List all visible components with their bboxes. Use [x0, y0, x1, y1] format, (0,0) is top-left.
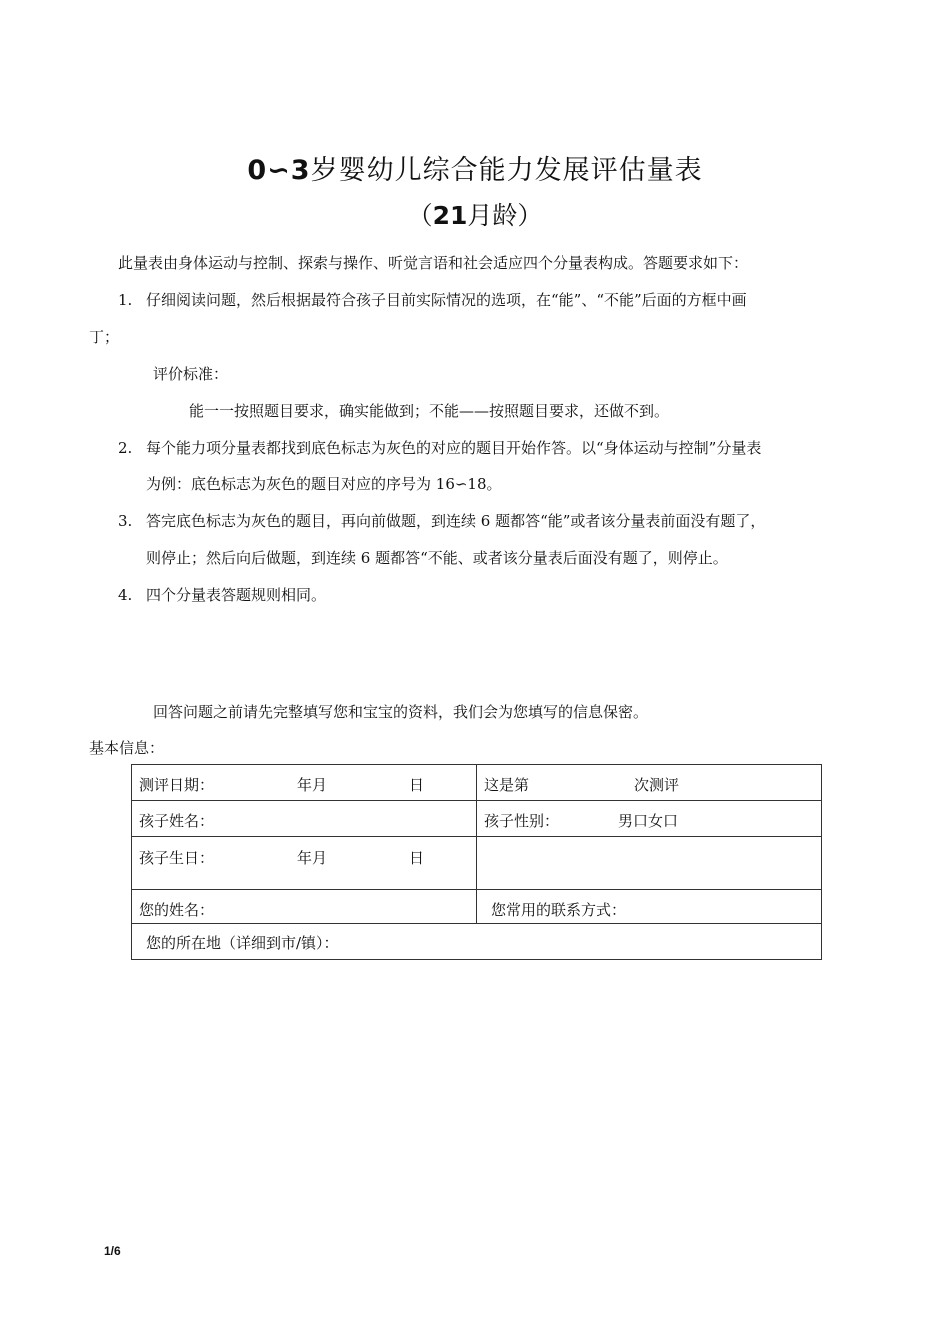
criteria-label: 评价标准：	[153, 365, 229, 383]
instruction-3	[118, 511, 765, 531]
subtitle-month-number: 21	[432, 201, 468, 230]
empty-cell	[477, 837, 822, 890]
instruction-text: 仔细阅读问题，然后根据最符合孩子目前实际情况的选项，在“能”、“不能”后面的方框中画	[146, 291, 747, 309]
instruction-2	[118, 438, 761, 458]
child-gender-cell[interactable]	[477, 801, 822, 837]
page-number: 1/6	[104, 1244, 121, 1258]
page-title	[0, 148, 950, 187]
child-birthday-label: 孩子生日：	[139, 849, 215, 867]
child-gender-label: 孩子性别：	[484, 812, 560, 830]
child-name-label: 孩子姓名：	[139, 812, 215, 830]
instruction-text: 每个能力项分量表都找到底色标志为灰色的对应的题目开始作答。以“身体运动与控制”分量表	[146, 439, 762, 457]
criteria-text: 能一一按照题目要求，确实能做到；不能——按照题目要求，还做不到。	[189, 402, 670, 420]
child-name-cell[interactable]	[132, 801, 477, 837]
eval-date-cell[interactable]	[132, 765, 477, 801]
instruction-1	[118, 290, 747, 310]
instruction-number: 2.	[118, 439, 133, 457]
subtitle-open-paren: （	[407, 201, 433, 230]
contact-label: 您常用的联系方式：	[491, 901, 627, 919]
instruction-2-continued: 为例：底色标志为灰色的题目对应的序号为 16∽18。	[146, 475, 502, 493]
basic-info-table	[131, 764, 822, 960]
eval-count-suffix: 次测评	[634, 776, 680, 794]
instruction-number: 3.	[118, 512, 133, 530]
birth-year-month: 年月	[297, 849, 328, 867]
page-subtitle	[0, 196, 950, 232]
title-age-range: 0∽3	[247, 155, 311, 186]
location-cell[interactable]	[132, 924, 822, 960]
intro-paragraph: 此量表由身体运动与控制、探索与操作、听觉言语和社会适应四个分量表构成。答题要求如下：	[118, 254, 749, 272]
title-text: 岁婴幼儿综合能力发展评估量表	[310, 155, 703, 186]
gender-options[interactable]: 男口女口	[618, 812, 679, 830]
instruction-number: 1.	[118, 291, 133, 309]
instruction-1-continued: 丁；	[89, 328, 120, 346]
instruction-number: 4.	[118, 586, 133, 604]
eval-year-month: 年月	[297, 776, 328, 794]
eval-day: 日	[409, 776, 425, 794]
privacy-note: 回答问题之前请先完整填写您和宝宝的资料，我们会为您填写的信息保密。	[153, 703, 649, 721]
subtitle-text: 月龄）	[467, 201, 543, 230]
contact-cell[interactable]	[477, 890, 822, 924]
your-name-label: 您的姓名：	[139, 901, 215, 919]
eval-date-label: 测评日期：	[139, 776, 215, 794]
instruction-text: 答完底色标志为灰色的题目，再向前做题，到连续 6 题都答“能”或者该分量表前面没有题了，	[146, 512, 766, 530]
instruction-3-continued: 则停止；然后向后做题，到连续 6 题都答“不能、或者该分量表后面没有题了，则停止。	[146, 549, 728, 567]
eval-count-prefix: 这是第	[484, 776, 530, 794]
birth-day: 日	[409, 849, 425, 867]
child-birthday-cell[interactable]	[132, 837, 477, 890]
instruction-text: 四个分量表答题规则相同。	[146, 586, 327, 604]
your-name-cell[interactable]	[132, 890, 477, 924]
basic-info-label: 基本信息：	[89, 739, 165, 757]
instruction-4	[118, 585, 326, 605]
location-label: 您的所在地（详细到市/镇）：	[146, 934, 339, 952]
eval-count-cell[interactable]	[477, 765, 822, 801]
